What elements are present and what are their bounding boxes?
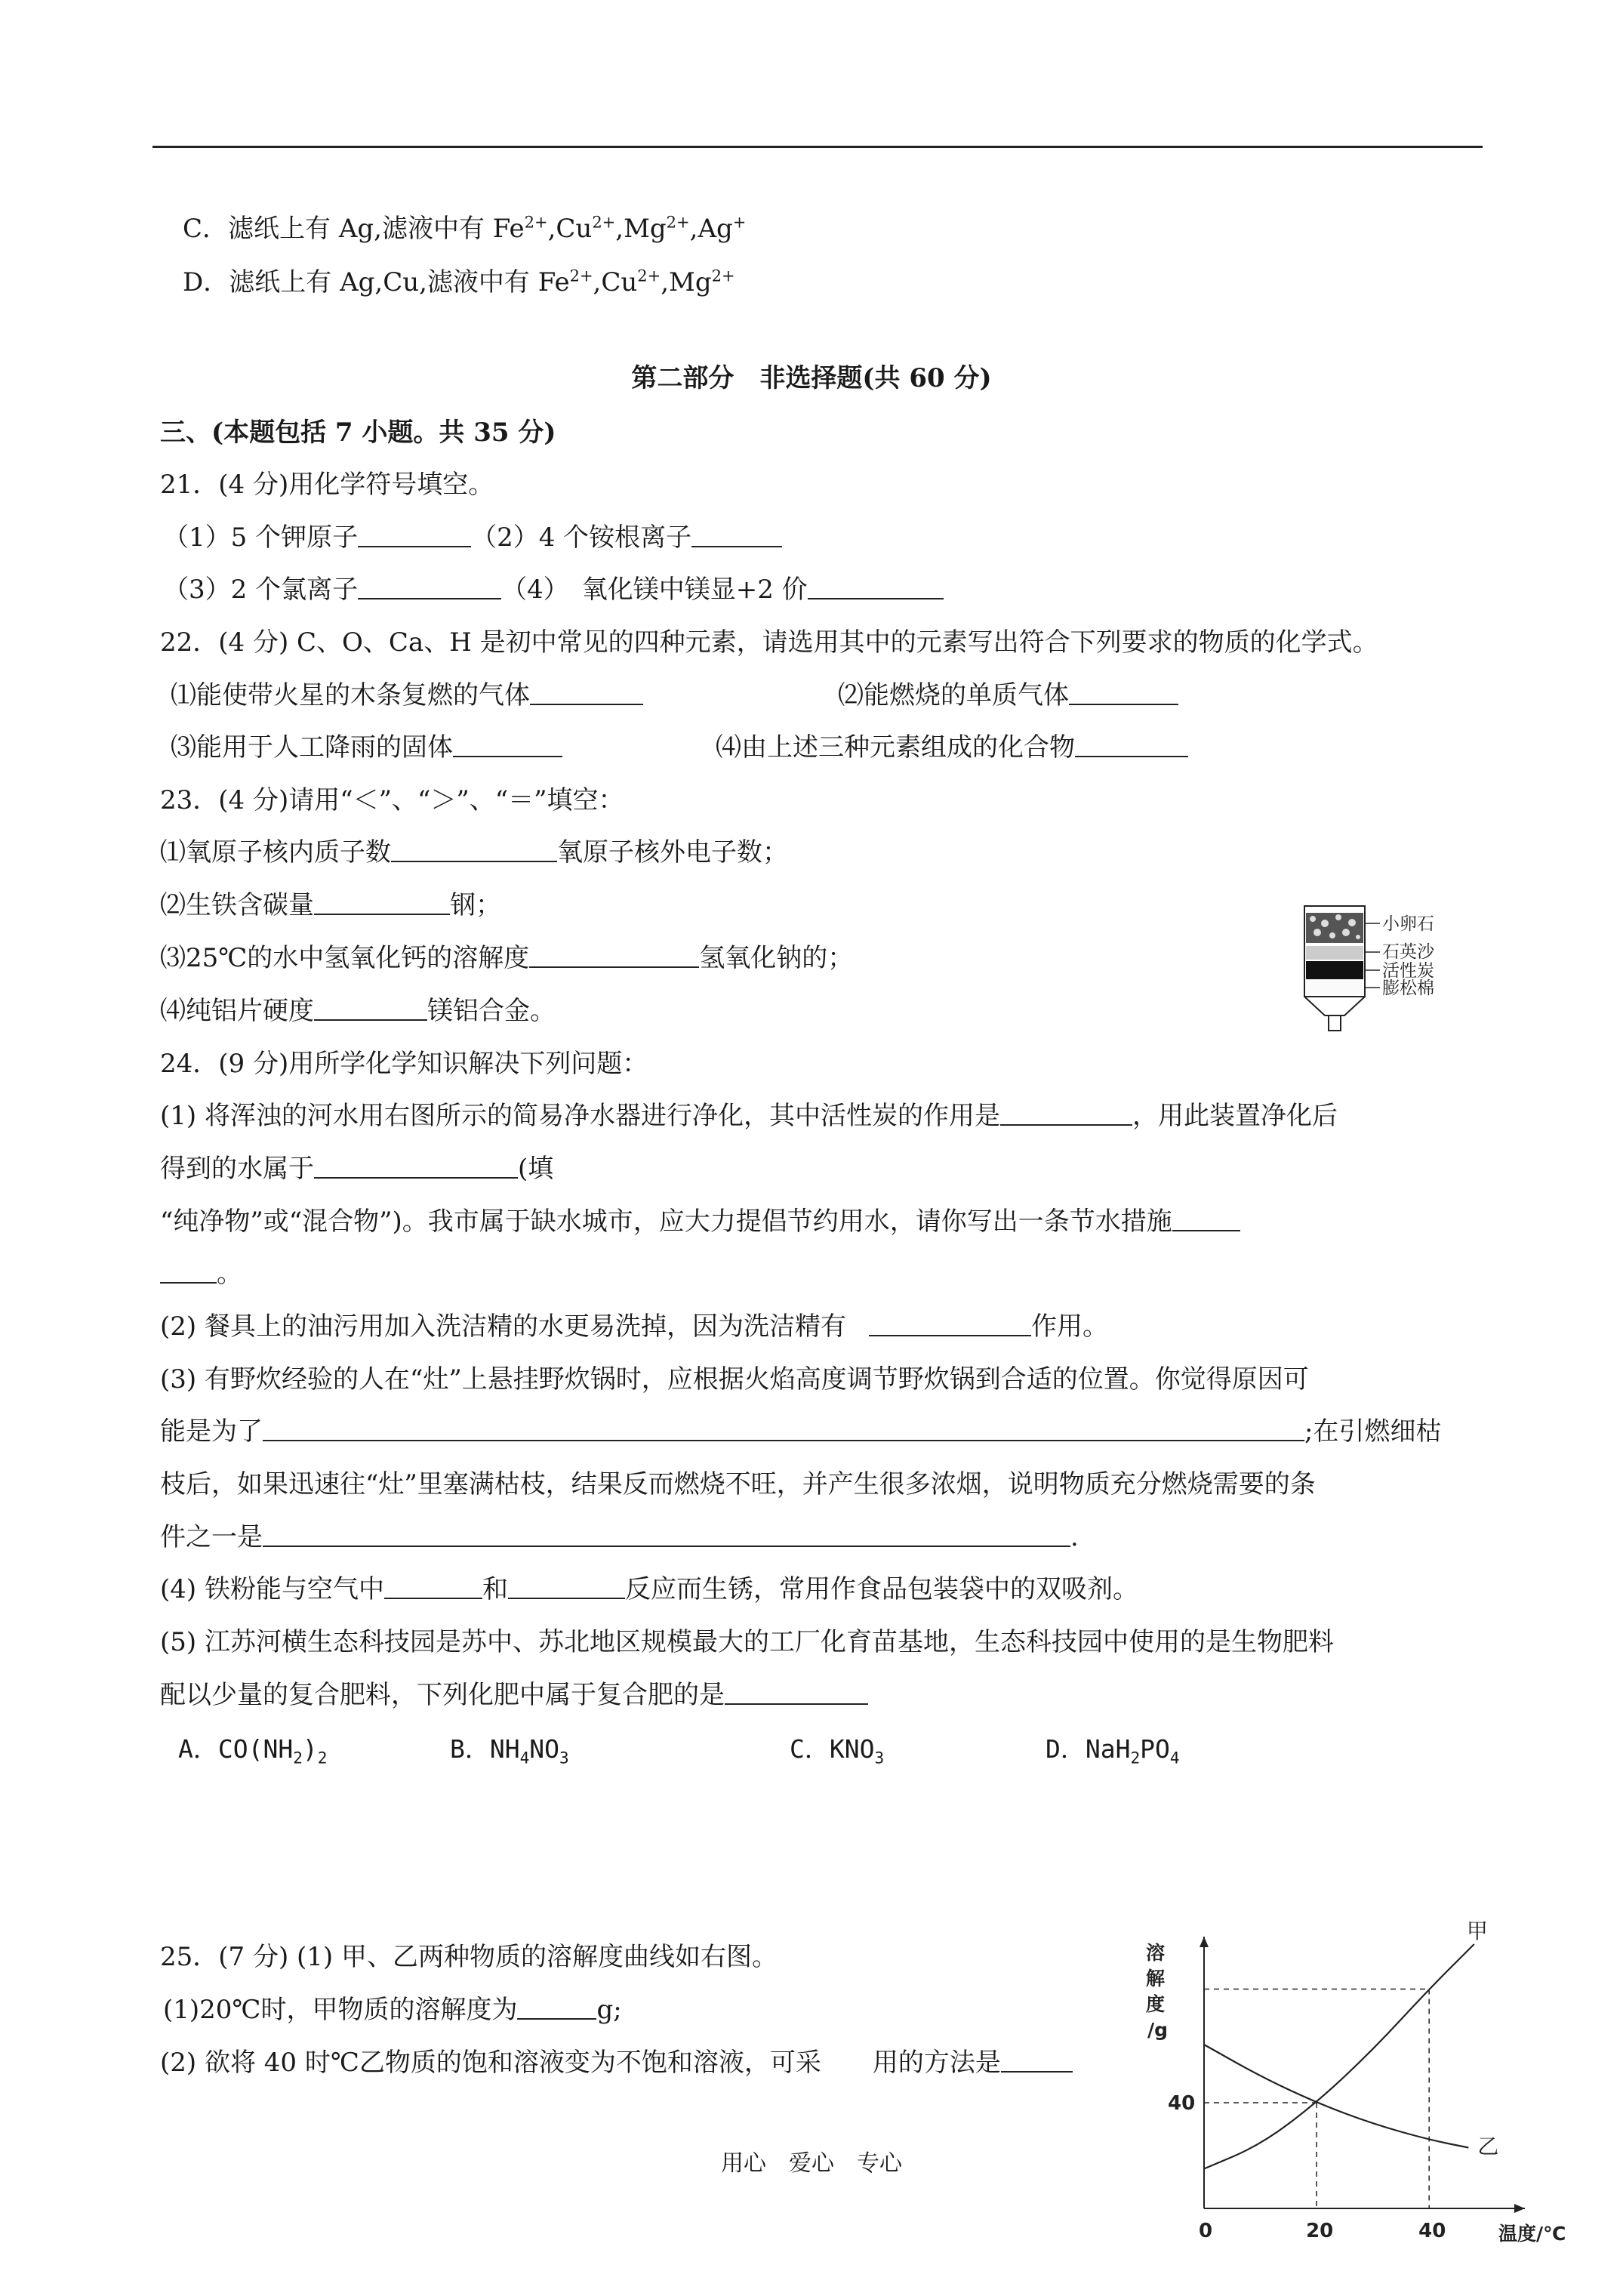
q24-p2: (2) 餐具上的油污用加入洗洁精的水更易洗掉，因为洗洁精有 作用。 <box>160 1311 1108 1342</box>
q23-a: ⑴氧原子核内质子数 氧原子核外电子数； <box>160 837 788 868</box>
answer-blank[interactable] <box>529 966 699 968</box>
answer-blank[interactable] <box>1000 1123 1132 1126</box>
answer-blank[interactable] <box>263 1439 1304 1441</box>
series-label-1: 甲 <box>1466 1918 1488 1943</box>
header-rule <box>152 146 1483 148</box>
q23-c: ⑶25℃的水中氢氧化钙的溶解度 氢氧化钠的； <box>160 943 854 973</box>
q21-line2: （3）2 个氯离子 （4） 氧化镁中镁显+2 价 <box>163 577 944 603</box>
answer-blank[interactable] <box>725 1703 868 1705</box>
q23-stem: 23．(4 分)请用“＜”、“＞”、“＝”填空： <box>160 785 624 815</box>
answer-blank[interactable] <box>1001 2070 1073 2073</box>
q24-p5-line1: (5) 江苏河横生态科技园是苏中、苏北地区规模最大的工厂化育苗基地，生态科技园中使用的是生物肥料 <box>160 1627 1334 1657</box>
answer-blank[interactable] <box>384 1597 482 1599</box>
y-axis-unit: /g <box>1147 2019 1169 2041</box>
x-tick-label: 0 <box>1199 2220 1213 2242</box>
answer-blank[interactable] <box>1172 1229 1240 1231</box>
answer-blank[interactable] <box>358 597 501 599</box>
series-line-1 <box>1204 1944 1474 2169</box>
answer-blank[interactable] <box>391 860 557 862</box>
answer-blank[interactable] <box>358 545 471 547</box>
answer-blank[interactable] <box>1069 703 1178 705</box>
option-c: C．滤纸上有 Ag,滤液中有 $Fe^{2+},Cu^{2+},Mg^{2+},Ag^+$ <box>183 213 747 244</box>
answer-blank[interactable] <box>314 913 450 915</box>
q25-a: (1)20℃时，甲物质的溶解度为 g; <box>163 1995 622 2025</box>
q24-option-d[interactable]: D．$NaH_2PO_4$ <box>1046 1734 1180 1767</box>
series-label-2: 乙 <box>1477 2134 1499 2159</box>
filter-label-sand: 石英沙 <box>1382 942 1434 962</box>
q23-b: ⑵生铁含碳量 钢； <box>160 890 501 920</box>
q22-a: ⑴能使带火星的木条复燃的气体 <box>171 683 643 708</box>
answer-blank[interactable] <box>160 1281 217 1284</box>
q21-stem: 21．(4 分)用化学符号填空。 <box>160 470 494 500</box>
q25-stem: 25．(7 分) (1) 甲、乙两种物质的溶解度曲线如右图。 <box>160 1942 778 1972</box>
q24-p3-line1: (3) 有野炊经验的人在“灶”上悬挂野炊锅时，应根据火焰高度调节野炊锅到合适的位置。你觉得原因可 <box>160 1364 1309 1395</box>
filter-funnel <box>1304 997 1365 1015</box>
x-axis-arrow <box>1514 2204 1525 2213</box>
filter-label-cotton: 膨松棉 <box>1382 978 1434 998</box>
q24-stem: 24．(9 分)用所学化学知识解决下列问题： <box>160 1049 648 1079</box>
answer-blank[interactable] <box>263 1545 1070 1547</box>
answer-blank[interactable] <box>517 2017 596 2020</box>
solubility-chart <box>1132 1918 1566 2254</box>
q24-p1-line3: “纯净物”或“混合物”)。我市属于缺水城市，应大力提倡节约用水，请你写出一条节水措施 <box>160 1209 1240 1234</box>
carbon-layer <box>1306 961 1363 979</box>
answer-blank[interactable] <box>530 703 643 705</box>
section3-title: 三、(本题包括 7 小题。共 35 分) <box>160 418 556 448</box>
q24-option-a[interactable]: A．$CO(NH_2)_2$ <box>178 1734 328 1767</box>
y-axis-arrow <box>1200 1937 1209 1947</box>
part2-title: 第二部分 非选择题(共 60 分) <box>631 363 992 393</box>
x-tick-label: 40 <box>1418 2220 1446 2242</box>
option-d: D．滤纸上有 Ag,Cu,滤液中有 $Fe^{2+},Cu^{2+},Mg^{2+}$ <box>183 267 735 297</box>
q24-p1-line1: (1) 将浑浊的河水用右图所示的简易净水器进行净化，其中活性炭的作用是 ，用此装置净化后 <box>160 1101 1338 1131</box>
q24-p4: (4) 铁粉能与空气中 和 反应而生锈，常用作食品包装袋中的双吸剂。 <box>160 1574 1138 1604</box>
y-axis-label-char: 解 <box>1146 1968 1166 1989</box>
q21-line1: （1）5 个钾原子 （2）4 个铵根离子 <box>163 525 782 550</box>
filter-label-pebble: 小卵石 <box>1382 914 1434 934</box>
q24-option-c[interactable]: C．$KNO_3$ <box>790 1734 885 1767</box>
q22-b: ⑵能燃烧的单质气体 <box>838 683 1178 708</box>
answer-blank[interactable] <box>1075 755 1188 757</box>
q23-d: ⑷纯铝片硬度 镁铝合金。 <box>160 996 556 1026</box>
y-tick-label: 40 <box>1168 2092 1196 2115</box>
sand-layer <box>1306 946 1363 960</box>
q24-p3-line2: 能是为了 ;在引燃细枯 <box>160 1416 1442 1447</box>
cotton-layer <box>1306 980 1363 995</box>
q22-d: ⑷由上述三种元素组成的化合物 <box>716 735 1188 760</box>
answer-blank[interactable] <box>453 755 562 757</box>
filter-label-carbon: 活性炭 <box>1382 961 1434 981</box>
q24-p1-line4: 。 <box>160 1261 242 1287</box>
q24-p1-line2: 得到的水属于 (填 <box>160 1154 554 1184</box>
x-axis-label: 温度/℃ <box>1498 2223 1566 2245</box>
x-tick-label: 20 <box>1306 2220 1334 2242</box>
q24-p3-line4: 件之一是 . <box>160 1522 1079 1552</box>
answer-blank[interactable] <box>869 1334 1031 1336</box>
answer-blank[interactable] <box>691 545 782 547</box>
y-axis-label-char: 溶 <box>1146 1942 1166 1964</box>
answer-blank[interactable] <box>314 1019 427 1021</box>
water-filter-figure <box>1302 902 1476 1046</box>
q24-p5-line2: 配以少量的复合肥料，下列化肥中属于复合肥的是 <box>160 1682 868 1708</box>
q24-option-b[interactable]: B．$NH_4NO_3$ <box>450 1734 569 1767</box>
q24-p3-line3: 枝后，如果迅速往“灶”里塞满枯枝，结果反而燃烧不旺，并产生很多浓烟，说明物质充分燃烧需要的条 <box>160 1469 1316 1499</box>
page-footer: 用心 爱心 专心 <box>721 2150 902 2177</box>
answer-blank[interactable] <box>314 1176 518 1179</box>
q22-stem: 22．(4 分) C、O、Ca、H 是初中常见的四种元素，请选用其中的元素写出符合下列要求的物质的化学式。 <box>160 627 1378 658</box>
filter-outlet <box>1329 1015 1341 1031</box>
y-axis-label-char: 度 <box>1146 1993 1166 2015</box>
answer-blank[interactable] <box>508 1597 625 1599</box>
q25-b: (2) 欲将 40 时℃乙物质的饱和溶液变为不饱和溶液，可采 用的方法是 <box>160 2050 1073 2076</box>
q22-c: ⑶能用于人工降雨的固体 <box>171 735 562 760</box>
answer-blank[interactable] <box>808 597 944 599</box>
